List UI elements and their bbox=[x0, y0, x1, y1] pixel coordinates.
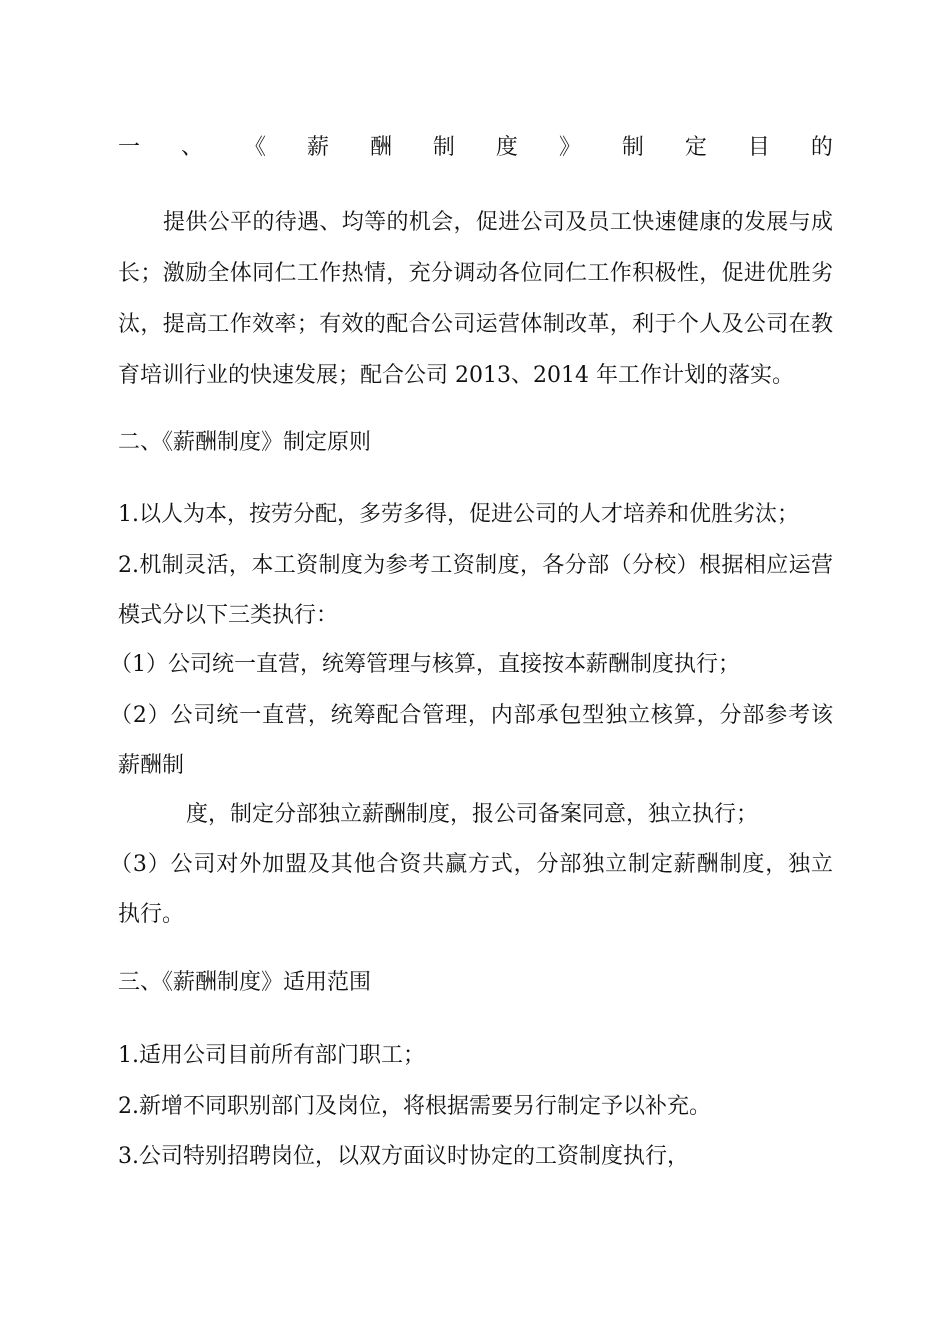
heading-1-char: 制 bbox=[432, 135, 455, 160]
heading-1-char: 定 bbox=[684, 135, 707, 160]
heading-1 bbox=[118, 133, 833, 163]
heading-1-char: 《 bbox=[243, 135, 266, 160]
principle-line: （3）公司对外加盟及其他合资共赢方式，分部独立制定薪酬制度，独立 bbox=[110, 852, 833, 877]
purpose-line: 汰，提高工作效率；有效的配合公司运营体制改革，利于个人及公司在教 bbox=[118, 312, 833, 337]
purpose-line: 提供公平的待遇、均等的机会，促进公司及员工快速健康的发展与成 bbox=[163, 210, 833, 235]
heading-1-char: 制 bbox=[621, 135, 644, 160]
scope-line: 2.新增不同职别部门及岗位，将根据需要另行制定予以补充。 bbox=[118, 1094, 711, 1119]
principle-line: 度，制定分部独立薪酬制度，报公司备案同意，独立执行； bbox=[186, 802, 759, 827]
principle-line: （2）公司统一直营，统筹配合管理，内部承包型独立核算，分部参考该 bbox=[110, 703, 833, 728]
heading-1-char: 目 bbox=[747, 135, 770, 160]
scope-line: 1.适用公司目前所有部门职工； bbox=[118, 1043, 425, 1068]
principle-line: 2.机制灵活，本工资制度为参考工资制度，各分部（分校）根据相应运营 bbox=[118, 553, 833, 578]
heading-3: 三、《薪酬制度》适用范围 bbox=[118, 970, 372, 995]
heading-1-char: 一 bbox=[118, 135, 141, 160]
purpose-line: 育培训行业的快速发展；配合公司 2013、2014 年工作计划的落实。 bbox=[118, 363, 794, 388]
scope-line: 3.公司特别招聘岗位，以双方面议时协定的工资制度执行， bbox=[118, 1144, 689, 1169]
heading-1-char: 酬 bbox=[369, 135, 392, 160]
heading-1-char: 薪 bbox=[306, 135, 329, 160]
principle-line: 模式分以下三类执行： bbox=[118, 603, 339, 628]
heading-2: 二、《薪酬制度》制定原则 bbox=[118, 430, 372, 455]
heading-1-char: 度 bbox=[495, 135, 518, 160]
heading-1-char: 的 bbox=[810, 135, 833, 160]
principle-line: 执行。 bbox=[118, 902, 185, 927]
heading-1-char: 、 bbox=[180, 135, 203, 160]
principle-line: （1）公司统一直营，统筹管理与核算，直接按本薪酬制度执行； bbox=[110, 652, 740, 677]
principle-line: 薪酬制 bbox=[118, 753, 185, 778]
principle-line: 1.以人为本，按劳分配，多劳多得，促进公司的人才培养和优胜劣汰； bbox=[118, 502, 799, 527]
heading-1-char: 》 bbox=[558, 135, 581, 160]
purpose-line: 长；激励全体同仁工作热情，充分调动各位同仁工作积极性，促进优胜劣 bbox=[118, 261, 833, 286]
